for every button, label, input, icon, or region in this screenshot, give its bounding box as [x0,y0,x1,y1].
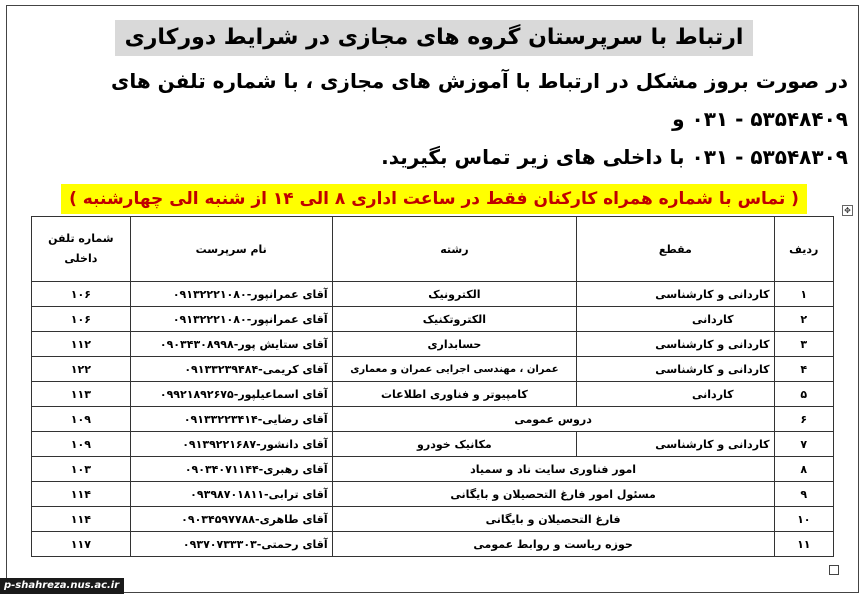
supervisor-name: آقای کریمی [262,362,328,376]
supervisor-name: آقای ترابی [268,487,328,501]
row-number: ۶ [774,407,833,432]
supervisor-phone: ۰۹۱۳۲۲۲۱۰۸۰ [172,287,247,301]
row-field: الکتروتکنیک [332,307,577,332]
title-wrap [14,20,854,62]
supervisor-phone: ۰۹۰۳۴۵۹۷۷۸۸ [181,512,255,526]
row-level: کاردانی و کارشناسی [577,357,774,382]
row-merged-description: فارغ التحصیلان و بایگانی [332,507,774,532]
row-level: کاردانی و کارشناسی [577,432,774,457]
supervisor-name: آقای اسماعیلپور [238,387,328,401]
row-extension: ۱۰۶ [32,307,131,332]
table-row [32,282,834,307]
row-level: کاردانی و کارشناسی [577,282,774,307]
row-supervisor: آقای ترابی-۰۹۳۹۸۷۰۱۸۱۱ [130,482,332,507]
supervisor-name: آقای عمرانپور [251,287,328,301]
supervisor-name: آقای رهبری [263,462,328,476]
table-row [32,432,834,457]
row-level: کاردانی و کارشناسی [577,332,774,357]
supervisor-name: آقای ستایش پور [238,337,328,351]
row-supervisor: آقای رضایی-۰۹۱۳۳۲۲۳۴۱۴ [130,407,332,432]
header-field: رشته [332,217,577,282]
row-supervisor: آقای کریمی-۰۹۱۳۳۲۳۹۴۸۴ [130,357,332,382]
row-extension: ۱۰۳ [32,457,131,482]
row-number: ۲ [774,307,833,332]
row-merged-description: مسئول امور فارغ التحصیلان و بایگانی [332,482,774,507]
supervisor-phone: ۰۹۰۳۴۳۰۸۹۹۸ [159,337,234,351]
row-extension: ۱۱۲ [32,332,131,357]
row-extension: ۱۱۳ [32,382,131,407]
row-field: عمران ، مهندسی اجرایی عمران و معماری [332,357,577,382]
row-merged-description: امور فناوری سایت ناد و سمیاد [332,457,774,482]
supervisor-name: آقای عمرانپور [251,312,328,326]
row-number: ۵ [774,382,833,407]
row-extension: ۱۰۹ [32,407,131,432]
document-body [14,14,854,214]
row-supervisor: آقای طاهری-۰۹۰۳۴۵۹۷۷۸۸ [130,507,332,532]
row-extension: ۱۰۹ [32,432,131,457]
table-row [32,457,834,482]
row-number: ۱۱ [774,532,833,557]
row-supervisor: آقای اسماعیلپور-۰۹۹۲۱۸۹۲۶۷۵ [130,382,332,407]
row-level: کاردانی [577,382,774,407]
table-row [32,382,834,407]
row-field: مکانیک خودرو [332,432,577,457]
supervisor-phone: ۰۹۱۳۹۲۲۱۶۸۷ [182,437,257,451]
header-extension: شماره تلفن داخلی [32,217,131,282]
table-row [32,332,834,357]
site-watermark: p-shahreza.nus.ac.ir [0,578,124,594]
supervisor-name: آقای رضایی [262,412,328,426]
row-supervisor: آقای ستایش پور-۰۹۰۳۴۳۰۸۹۹۸ [130,332,332,357]
row-extension: ۱۱۷ [32,532,131,557]
page-title: ارتباط با سرپرستان گروه های مجازی در شرایط دورکاری [115,20,754,56]
table-row [32,482,834,507]
row-supervisor: آقای دانشور-۰۹۱۳۹۲۲۱۶۸۷ [130,432,332,457]
row-supervisor: آقای عمرانپور-۰۹۱۳۲۲۲۱۰۸۰ [130,282,332,307]
row-extension: ۱۲۲ [32,357,131,382]
header-level: مقطع [577,217,774,282]
row-number: ۸ [774,457,833,482]
instruction-line-2: ۵۳۵۴۸۳۰۹ - ۰۳۱ با داخلی های زیر تماس بگیرید. [381,145,848,169]
supervisor-name: آقای رحمتی [261,537,328,551]
row-supervisor: آقای رهبری-۰۹۰۳۴۰۷۱۱۴۴ [130,457,332,482]
resize-handle-icon[interactable] [829,565,839,575]
row-number: ۳ [774,332,833,357]
row-field: حسابداری [332,332,577,357]
table-row [32,307,834,332]
supervisor-phone: ۰۹۱۳۳۲۲۳۴۱۴ [183,412,258,426]
row-supervisor: آقای رحمتی-۰۹۳۷۰۷۳۳۳۰۳ [130,532,332,557]
row-level: کاردانی [577,307,774,332]
row-merged-description: حوزه ریاست و روابط عمومی [332,532,774,557]
supervisor-phone: ۰۹۱۳۲۲۲۱۰۸۰ [172,312,247,326]
row-merged-description: دروس عمومی [332,407,774,432]
row-number: ۱ [774,282,833,307]
row-number: ۴ [774,357,833,382]
row-field: الکترونیک [332,282,577,307]
supervisor-phone: ۰۹۹۲۱۸۹۲۶۷۵ [159,387,234,401]
header-row-number: ردیف [774,217,833,282]
note-wrap [14,184,854,214]
table-header-row [32,217,834,282]
supervisor-phone: ۰۹۰۳۴۰۷۱۱۴۴ [184,462,259,476]
row-number: ۷ [774,432,833,457]
row-extension: ۱۱۴ [32,507,131,532]
instruction-line-1: در صورت بروز مشکل در ارتباط با آموزش های مجازی ، با شماره تلفن های ۵۳۵۴۸۴۰۹ - ۰۳۱ و [110,69,848,131]
row-number: ۱۰ [774,507,833,532]
table-row [32,507,834,532]
contacts-table [31,216,834,557]
supervisor-phone: ۰۹۳۷۰۷۳۳۳۰۳ [182,537,257,551]
table-row [32,357,834,382]
supervisor-name: آقای طاهری [259,512,328,526]
supervisor-phone: ۰۹۳۹۸۷۰۱۸۱۱ [190,487,265,501]
row-number: ۹ [774,482,833,507]
table-row [32,407,834,432]
supervisor-phone: ۰۹۱۳۳۲۳۹۴۸۴ [184,362,259,376]
table-row [32,532,834,557]
row-field: کامپیوتر و فناوری اطلاعات [332,382,577,407]
office-hours-note: ( تماس با شماره همراه کارکنان فقط در ساعت اداری ۸ الی ۱۴ از شنبه الی چهارشنبه ) [61,184,807,214]
header-supervisor: نام سرپرست [130,217,332,282]
table-move-handle-icon[interactable]: ✥ [842,205,853,216]
row-extension: ۱۱۴ [32,482,131,507]
row-extension: ۱۰۶ [32,282,131,307]
supervisor-name: آقای دانشور [260,437,328,451]
row-supervisor: آقای عمرانپور-۰۹۱۳۲۲۲۱۰۸۰ [130,307,332,332]
